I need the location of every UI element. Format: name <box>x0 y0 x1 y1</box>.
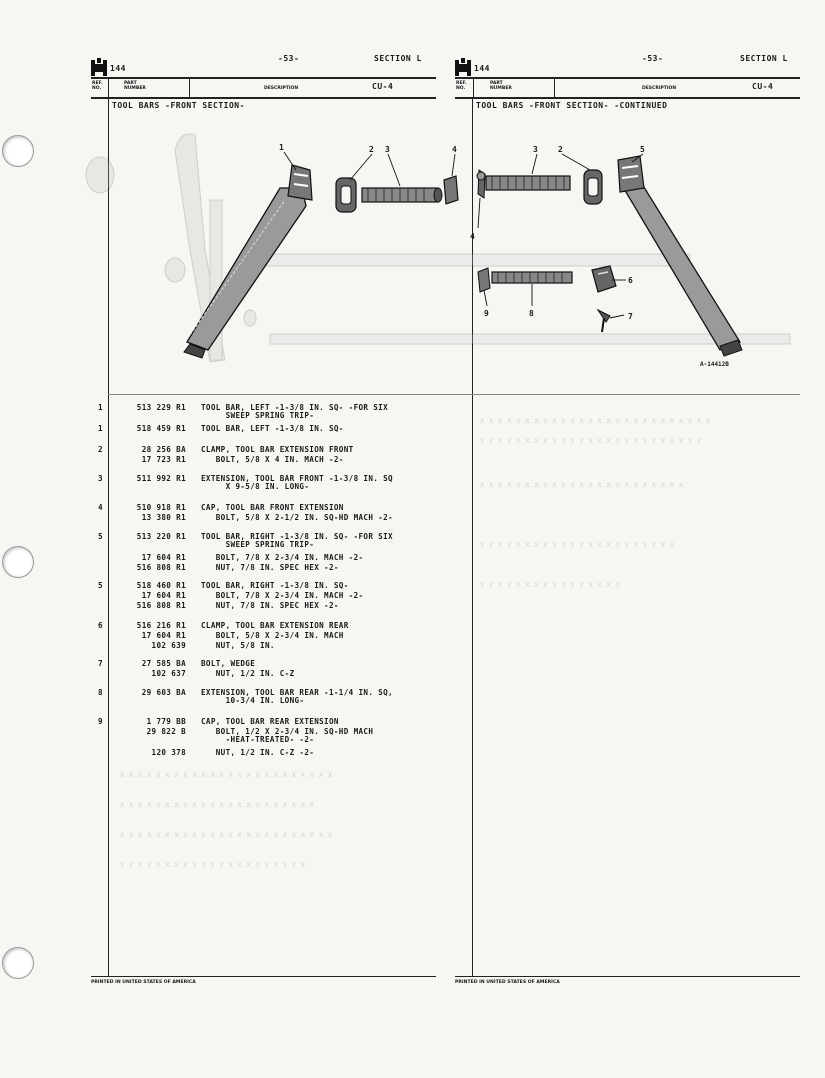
part-ref-number: 7 <box>98 659 103 668</box>
part-description: NUT, 1/2 IN. C-Z -2- <box>201 748 315 757</box>
part-number: 13 380 R1 <box>141 513 186 522</box>
part-number: 513 229 R1 <box>136 403 186 412</box>
part-description: BOLT, 5/8 X 4 IN. MACH -2- <box>201 455 344 464</box>
callout-2-right: 2 <box>558 145 563 154</box>
part-number: 102 639 <box>151 641 186 650</box>
col-desc-label-right: DESCRIPTION <box>642 86 677 91</box>
part-description: NUT, 7/8 IN. SPEC HEX -2- <box>201 563 339 572</box>
clamp-front-right-drawing <box>584 170 602 204</box>
col-part-label-right: PART NUMBER <box>490 81 512 91</box>
bleed-through-text: x x x x x x x x x x x x x x x x x x x x x x x x <box>120 830 333 839</box>
part-ref-number: 8 <box>98 688 103 697</box>
part-number: 28 256 BA <box>141 445 186 454</box>
part-number: 17 723 R1 <box>141 455 186 464</box>
part-description: TOOL BAR, RIGHT -1-3/8 IN. SQ- -FOR SIX SWEEP SPRING TRIP- <box>201 532 393 550</box>
part-number: 17 604 R1 <box>141 553 186 562</box>
bleed-through-text: x x x x x x x x x x x x x x x x x x x x x x x x x <box>480 436 702 445</box>
callout-6: 6 <box>628 276 633 285</box>
part-description: BOLT, 1/2 X 2-3/4 IN. SQ-HD MACH -HEAT-TREATED- -2- <box>215 727 374 745</box>
section-title-left: TOOL BARS -FRONT SECTION- <box>112 101 245 110</box>
extension-front-right-drawing <box>486 176 570 190</box>
part-description: BOLT, 5/8 X 2-3/4 IN. MACH <box>201 631 344 640</box>
part-ref-number: 4 <box>98 503 103 512</box>
footer-rule-right <box>455 976 800 977</box>
part-number: 516 808 R1 <box>136 601 186 610</box>
section-label-right: SECTION L <box>740 54 788 63</box>
part-number: 518 459 R1 <box>136 424 186 433</box>
part-number: 518 460 R1 <box>136 581 186 590</box>
bleed-through-text: x x x x x x x x x x x x x x x x <box>480 580 620 589</box>
catalog-number-left: 144 <box>110 64 126 73</box>
bleed-through-text: x x x x x x x x x x x x x x x x x x x x x <box>120 860 306 869</box>
part-number: 513 220 R1 <box>136 532 186 541</box>
callout-9: 9 <box>484 309 489 318</box>
callout-5: 5 <box>640 145 645 154</box>
bleed-through-text: x x x x x x x x x x x x x x x x x x x x x x x x <box>120 770 333 779</box>
part-ref-number: 6 <box>98 621 103 630</box>
callout-1: 1 <box>279 143 284 152</box>
part-description: CLAMP, TOOL BAR EXTENSION FRONT <box>201 445 354 454</box>
figure-id: A-14412B <box>700 361 729 368</box>
part-description: CAP, TOOL BAR REAR EXTENSION <box>201 717 339 726</box>
bleed-through-text: x x x x x x x x x x x x x x x x x x x x x x <box>120 800 315 809</box>
cap-rear-drawing <box>478 268 490 292</box>
part-description: BOLT, 7/8 X 2-3/4 IN. MACH -2- <box>201 591 364 600</box>
part-description: BOLT, 7/8 X 2-3/4 IN. MACH -2- <box>201 553 364 562</box>
ih-logo-right-icon <box>455 58 471 76</box>
part-number: 27 585 BA <box>141 659 186 668</box>
binder-hole-bottom <box>2 947 34 979</box>
header-rule-right-top <box>455 77 800 79</box>
callout-2: 2 <box>369 145 374 154</box>
callout-3-right: 3 <box>533 145 538 154</box>
exploded-parts-illustration <box>80 110 800 390</box>
col-divider-left-b <box>189 78 190 98</box>
col-divider-right-b <box>554 78 555 98</box>
bleed-through-text: x x x x x x x x x x x x x x x x x x x x x x x <box>480 480 684 489</box>
part-ref-number: 5 <box>98 532 103 541</box>
col-ref-label-left: REF. NO. <box>92 81 103 91</box>
part-number: 510 918 R1 <box>136 503 186 512</box>
part-number: 29 603 BA <box>141 688 186 697</box>
callout-8: 8 <box>529 309 534 318</box>
part-description: BOLT, WEDGE <box>201 659 256 668</box>
callout-7: 7 <box>628 312 633 321</box>
col-ref-label-right: REF. NO. <box>456 81 467 91</box>
extension-front-drawing <box>362 188 442 202</box>
binder-hole-middle <box>2 546 34 578</box>
col-part-label-left: PART NUMBER <box>124 81 146 91</box>
page-number-left: -53- <box>278 54 300 63</box>
code-right: CU-4 <box>752 82 774 91</box>
part-description: BOLT, 5/8 X 2-1/2 IN. SQ-HD MACH -2- <box>201 513 393 522</box>
header-rule-right-bottom <box>455 97 800 99</box>
part-description: NUT, 1/2 IN. C-Z <box>201 669 295 678</box>
extension-rear-drawing <box>492 272 572 283</box>
part-description: TOOL BAR, LEFT -1-3/8 IN. SQ- <box>201 424 344 433</box>
footer-printed-right: PRINTED IN UNITED STATES OF AMERICA <box>455 980 560 985</box>
part-number: 516 808 R1 <box>136 563 186 572</box>
section-title-right: TOOL BARS -FRONT SECTION- -CONTINUED <box>476 101 668 110</box>
callout-4: 4 <box>452 145 457 154</box>
part-number: 511 992 R1 <box>136 474 186 483</box>
part-number: 120 378 <box>151 748 186 757</box>
part-ref-number: 2 <box>98 445 103 454</box>
part-description: CLAMP, TOOL BAR EXTENSION REAR <box>201 621 349 630</box>
code-left: CU-4 <box>372 82 394 91</box>
col-divider-left-a <box>108 78 109 98</box>
part-description: EXTENSION, TOOL BAR FRONT -1-3/8 IN. SQ X 9-5/8 IN. LONG- <box>201 474 393 492</box>
catalog-number-right: 144 <box>474 64 490 73</box>
footer-printed-left: PRINTED IN UNITED STATES OF AMERICA <box>91 980 196 985</box>
part-description: EXTENSION, TOOL BAR REAR -1-1/4 IN. SQ, 10-3/4 IN. LONG- <box>201 688 393 706</box>
bolt-front-drawing <box>477 170 485 198</box>
part-description: TOOL BAR, RIGHT -1-3/8 IN. SQ- <box>201 581 349 590</box>
footer-rule-left <box>91 976 436 977</box>
col-desc-label-left: DESCRIPTION <box>264 86 299 91</box>
part-description: CAP, TOOL BAR FRONT EXTENSION <box>201 503 344 512</box>
part-number: 17 604 R1 <box>141 591 186 600</box>
section-label-left: SECTION L <box>374 54 422 63</box>
callout-3: 3 <box>385 145 390 154</box>
callout-4-lower: 4 <box>470 232 475 241</box>
ih-logo-left-icon <box>91 58 107 76</box>
part-description: NUT, 5/8 IN. <box>201 641 275 650</box>
part-number: 29 822 B <box>146 727 186 736</box>
bleed-through-text: x x x x x x x x x x x x x x x x x x x x x x <box>480 540 675 549</box>
part-ref-number: 1 <box>98 424 103 433</box>
wedge-bolt-drawing <box>598 310 610 332</box>
part-number: 516 216 R1 <box>136 621 186 630</box>
part-number: 1 779 BB <box>146 717 186 726</box>
part-description: NUT, 7/8 IN. SPEC HEX -2- <box>201 601 339 610</box>
bleed-through-text: x x x x x x x x x x x x x x x x x x x x x x x x x x <box>480 416 711 425</box>
part-number: 102 637 <box>151 669 186 678</box>
header-rule-left-bottom <box>91 97 436 99</box>
part-ref-number: 1 <box>98 403 103 412</box>
col-divider-right-a <box>473 78 474 98</box>
illustration-bottom-rule <box>108 394 800 395</box>
part-description: TOOL BAR, LEFT -1-3/8 IN. SQ- -FOR SIX SWEEP SPRING TRIP- <box>201 403 389 421</box>
binder-hole-top <box>2 135 34 167</box>
page-number-right: -53- <box>642 54 664 63</box>
part-ref-number: 3 <box>98 474 103 483</box>
clamp-rear-drawing <box>592 266 616 292</box>
part-number: 17 604 R1 <box>141 631 186 640</box>
header-rule-left-top <box>91 77 436 79</box>
cap-front-drawing <box>444 176 458 204</box>
part-ref-number: 9 <box>98 717 103 726</box>
part-ref-number: 5 <box>98 581 103 590</box>
clamp-front-drawing <box>336 178 356 212</box>
